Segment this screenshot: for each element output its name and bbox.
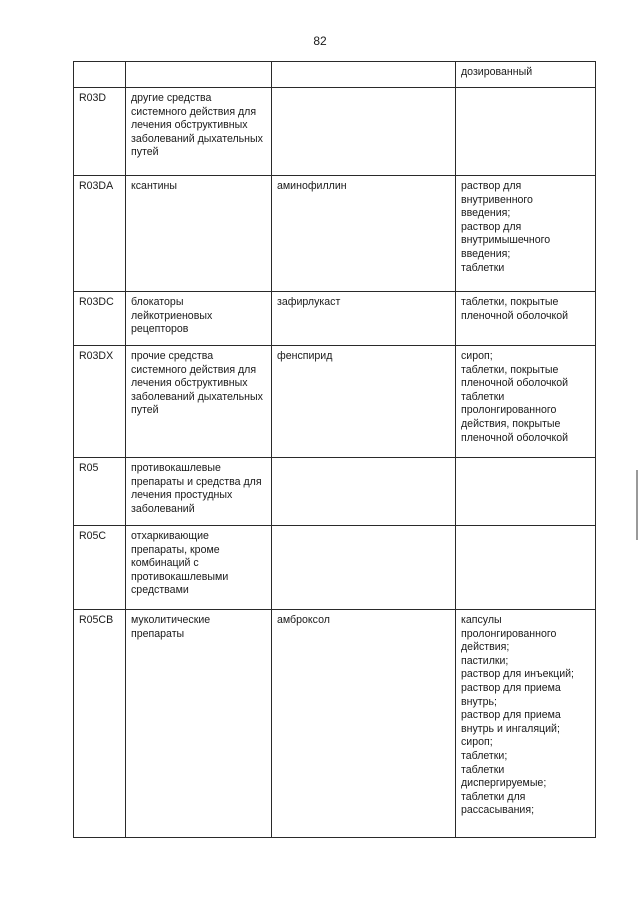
atc-code-cell [74,62,126,88]
scan-edge-mark [636,470,638,540]
inn-cell [272,62,456,88]
page-number: 82 [313,34,327,48]
inn-cell [272,458,456,526]
inn-cell [272,88,456,176]
atc-code-cell: R03DA [74,176,126,292]
drug-group-cell: муколитические препараты [126,610,272,838]
table-row [74,526,596,610]
drug-group-cell: прочие средства системного действия для лечения обструктивных заболеваний дыхательных путей [126,346,272,458]
table-row [74,458,596,526]
atc-code-cell: R05C [74,526,126,610]
drug-classification-table [73,61,596,838]
dosage-form-cell: дозированный [456,62,596,88]
drug-group-cell: противокашлевые препараты и средства для лечения простудных заболеваний [126,458,272,526]
drug-group-cell: ксантины [126,176,272,292]
inn-cell: аминофиллин [272,176,456,292]
drug-group-cell [126,62,272,88]
inn-cell [272,526,456,610]
table-row [74,346,596,458]
table-row [74,88,596,176]
inn-cell: фенспирид [272,346,456,458]
atc-code-cell: R03DX [74,346,126,458]
drug-group-cell: отхаркивающие препараты, кроме комбинаций с противокашлевыми средствами [126,526,272,610]
dosage-form-cell [456,458,596,526]
table-row [74,610,596,838]
atc-code-cell: R05 [74,458,126,526]
atc-code-cell: R03D [74,88,126,176]
dosage-form-cell: таблетки, покрытые пленочной оболочкой [456,292,596,346]
atc-code-cell: R05CB [74,610,126,838]
dosage-form-cell: раствор для внутривенного введения; раствор для внутримышечного введения; таблетки [456,176,596,292]
dosage-form-cell [456,88,596,176]
table-row [74,176,596,292]
table-row [74,292,596,346]
inn-cell: амброксол [272,610,456,838]
drug-group-cell: блокаторы лейкотриеновых рецепторов [126,292,272,346]
dosage-form-cell: сироп; таблетки, покрытые пленочной оболочкой таблетки пролонгированного действия, покрытые пленочной оболочкой [456,346,596,458]
dosage-form-cell [456,526,596,610]
inn-cell: зафирлукаст [272,292,456,346]
drug-group-cell: другие средства системного действия для лечения обструктивных заболеваний дыхательных путей [126,88,272,176]
atc-code-cell: R03DC [74,292,126,346]
dosage-form-cell: капсулы пролонгированного действия; пастилки; раствор для инъекций; раствор для приема внутрь; раствор для приема внутрь и ингаляций; сироп; таблетки; таблетки диспергируемые; таблетки для рассасывания; [456,610,596,838]
table-row [74,62,596,88]
